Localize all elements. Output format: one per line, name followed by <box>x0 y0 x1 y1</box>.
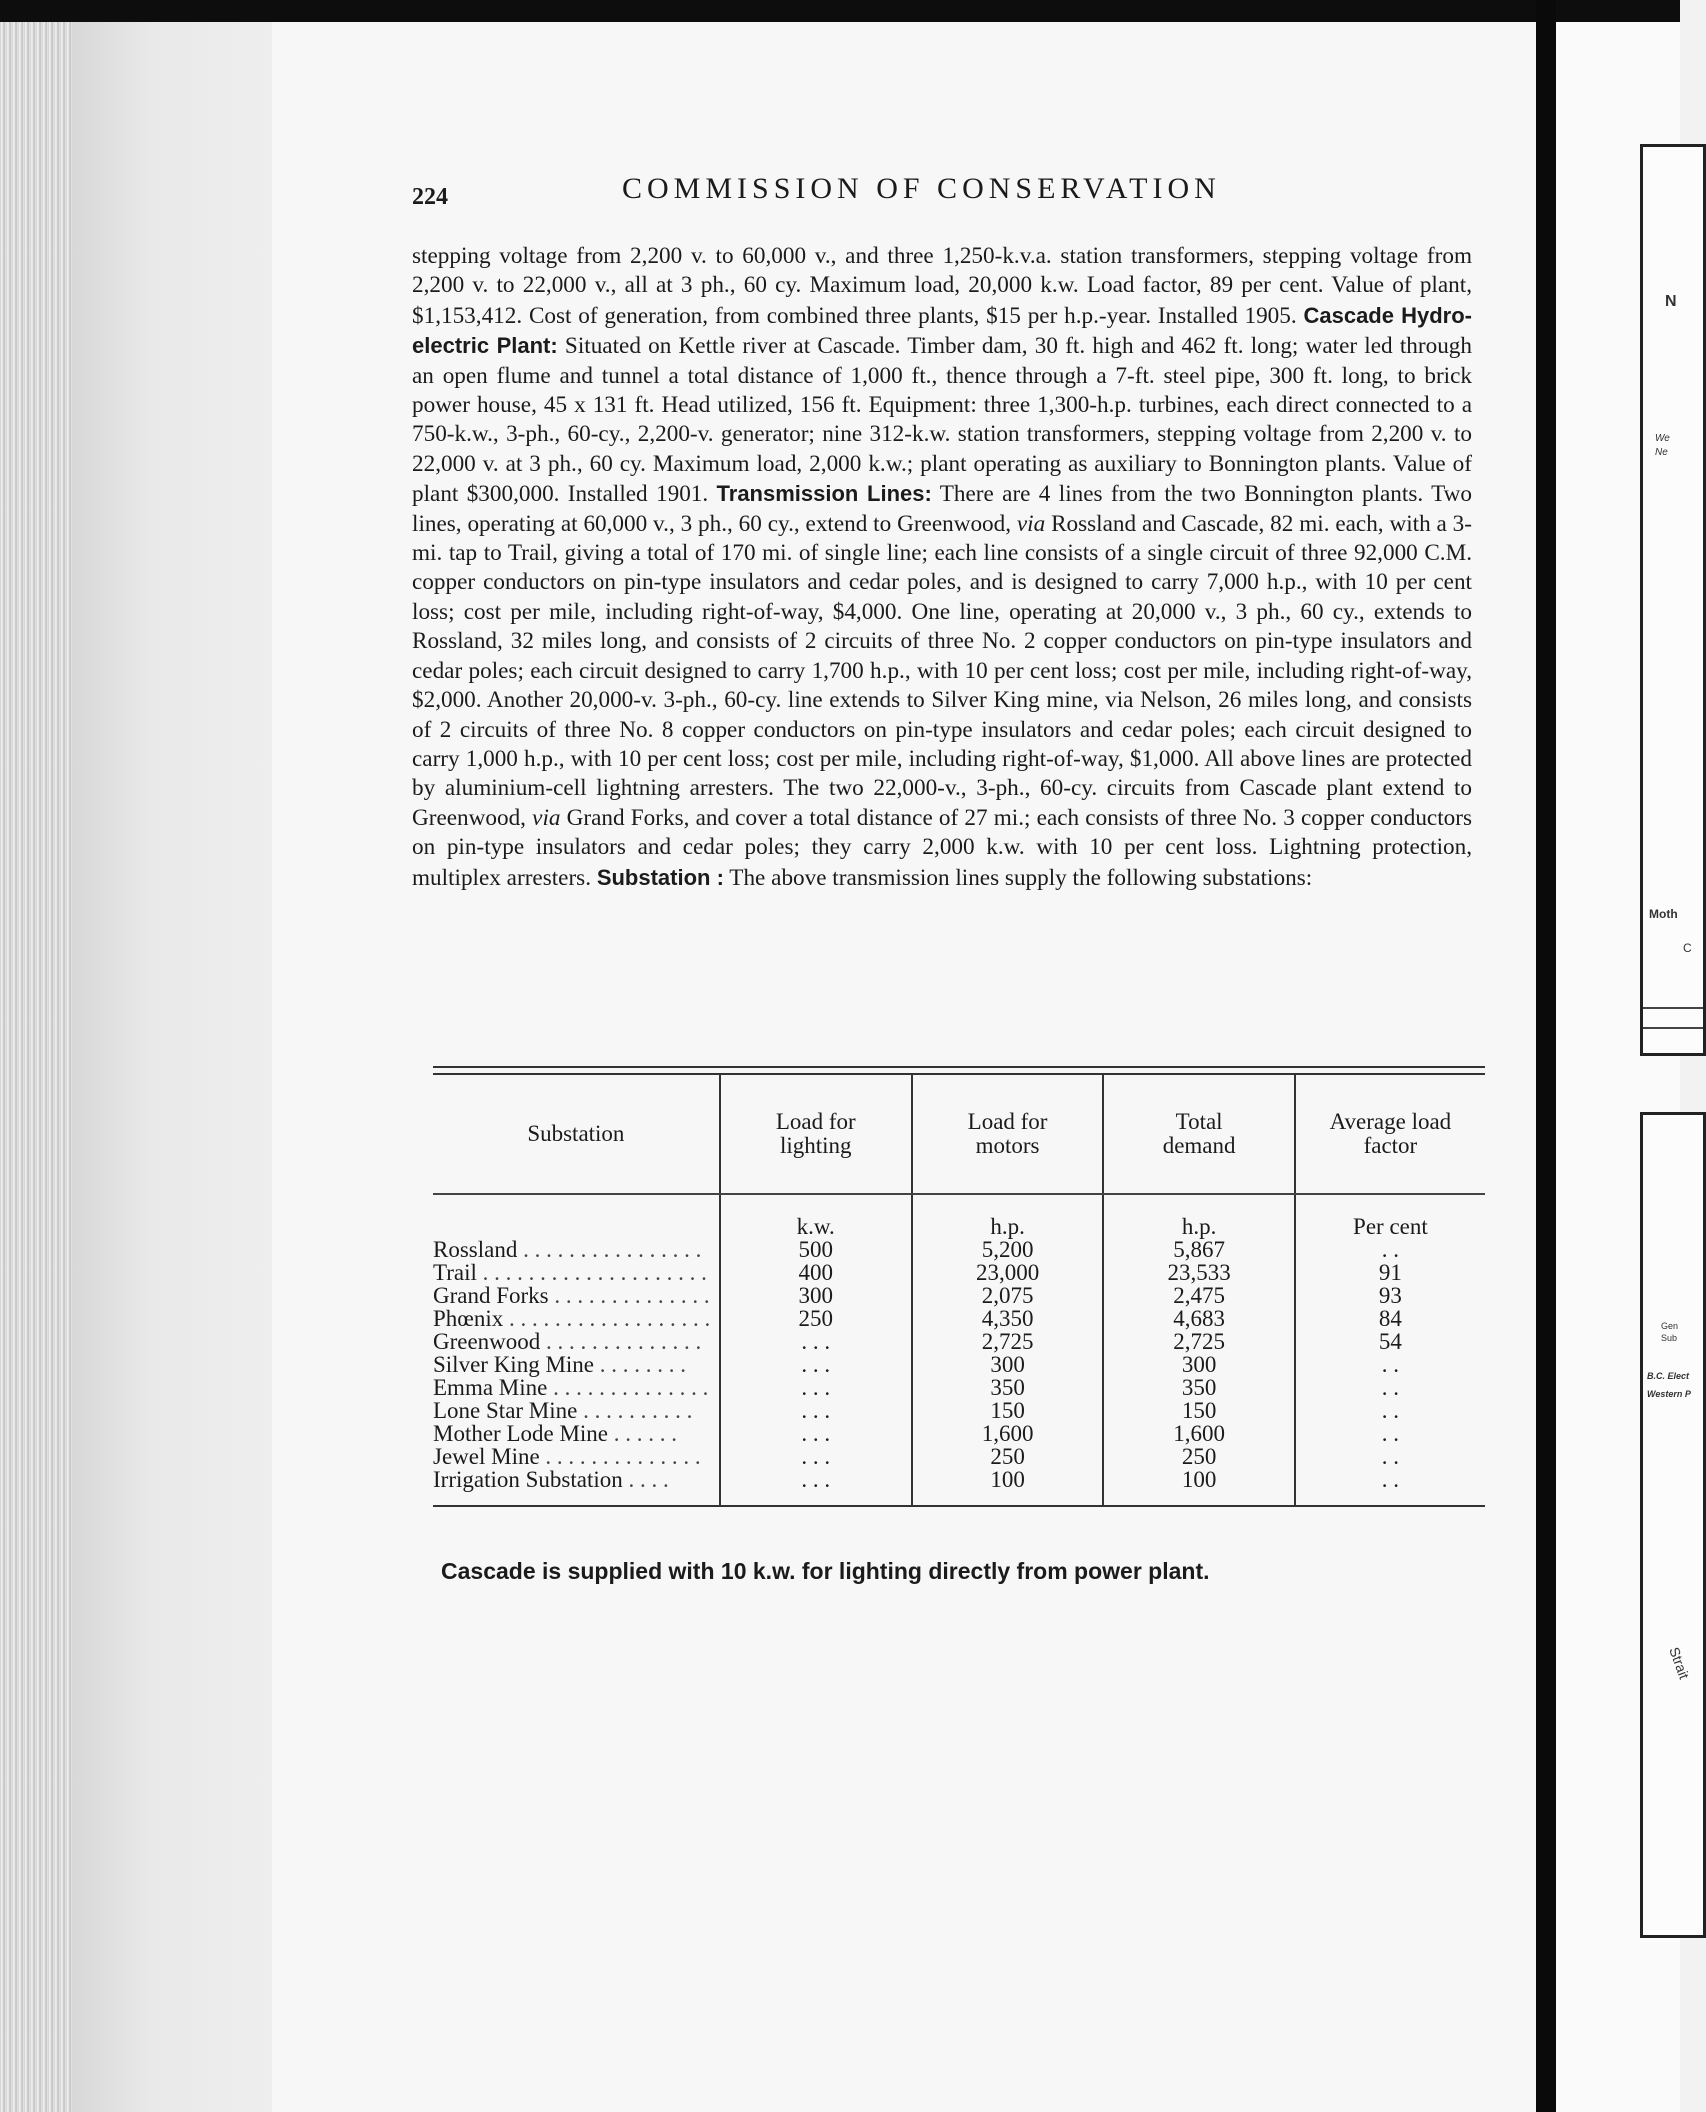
map-river-line <box>1643 1007 1703 1009</box>
row-factor: . . <box>1381 1375 1400 1400</box>
row-motors: 1,600 <box>912 1422 1104 1445</box>
row-factor: . . <box>1381 1352 1400 1377</box>
map-label: Western P <box>1647 1389 1691 1399</box>
row-substation-name: Lone Star Mine <box>433 1398 578 1423</box>
table-row: Phœnix . . . . . . . . . . . . . . . . . . 250 4,350 4,683 84 <box>433 1307 1485 1330</box>
map-label: We <box>1655 433 1670 444</box>
unit-lighting: k.w. <box>720 1194 912 1238</box>
row-substation-name: Rossland <box>433 1237 518 1262</box>
row-factor: . . <box>1381 1421 1400 1446</box>
map-frame-upper <box>1640 144 1706 1056</box>
column-header-motors: Load for motors <box>912 1075 1104 1193</box>
row-factor: 84 <box>1378 1306 1402 1331</box>
section-heading-cascade: Cascade Hydro-electric Plant: <box>412 302 1472 359</box>
map-label: N <box>1665 293 1677 310</box>
table-row: Greenwood . . . . . . . . . . . . . . . . . 2,725 2,725 54 <box>433 1330 1485 1353</box>
row-substation-name: Greenwood <box>433 1329 541 1354</box>
row-factor: . . <box>1381 1467 1400 1492</box>
table-row: Grand Forks . . . . . . . . . . . . . . 300 2,075 2,475 93 <box>433 1284 1485 1307</box>
row-motors: 250 <box>912 1445 1104 1468</box>
row-factor: . . <box>1381 1398 1400 1423</box>
column-header-substation: Substation <box>433 1075 720 1193</box>
table-bottom-rule <box>433 1505 1485 1507</box>
row-substation-name: Silver King Mine <box>433 1352 594 1377</box>
text-segment: Situated on Kettle river at Cascade. Timber dam, 30 ft. high and 462 ft. long; water led through an open flume and tunnel a total distance of 1,000 ft., thence through a 7-ft. steel pipe, 300 ft. long, to brick power house, 45 x 131 ft. Head utilized, 156 ft. Equipment: three 1,300-h.p. turbines, each direct connected to a 750-k.w., 3-ph., 60-cy., 2,200-v. generator; nine 312-k.w. station transformers, stepping voltage from 2,200 v. to 22,000 v. at 3 ph., 60 cy. Maximum load, 2,000 k.w.; plant operating as auxiliary to Bonnington plants. Value of plant $300,000. Installed 1901. <box>412 333 1472 508</box>
row-demand: 250 <box>1103 1445 1294 1468</box>
substation-table <box>433 1066 1485 1507</box>
row-motors: 100 <box>912 1468 1104 1491</box>
column-header-factor: Average load factor <box>1329 1109 1452 1158</box>
row-motors: 300 <box>912 1353 1104 1376</box>
row-lighting: 250 <box>720 1307 912 1330</box>
map-label: Ne <box>1655 447 1668 458</box>
row-demand: 2,475 <box>1103 1284 1294 1307</box>
row-lighting: . . . <box>720 1376 912 1399</box>
row-motors: 350 <box>912 1376 1104 1399</box>
unit-motors: h.p. <box>912 1194 1104 1238</box>
table-row: Mother Lode Mine . . . . . . . . . 1,600 1,600 . . <box>433 1422 1485 1445</box>
column-header-demand: Total demand <box>1103 1075 1294 1193</box>
row-lighting: 300 <box>720 1284 912 1307</box>
row-demand: 300 <box>1103 1353 1294 1376</box>
book-gutter <box>1536 0 1556 2112</box>
table-row: Trail . . . . . . . . . . . . . . . . . . . . 400 23,000 23,533 91 <box>433 1261 1485 1284</box>
book-page-edges <box>0 22 72 2112</box>
row-lighting: . . . <box>720 1468 912 1491</box>
book-page-margin-shadow <box>72 22 272 2112</box>
map-frame-lower <box>1640 1112 1706 1938</box>
row-lighting: . . . <box>720 1399 912 1422</box>
body-paragraph <box>412 242 1472 893</box>
row-factor: . . <box>1381 1237 1400 1262</box>
row-motors: 5,200 <box>912 1238 1104 1261</box>
row-demand: 2,725 <box>1103 1330 1294 1353</box>
row-factor: 93 <box>1378 1283 1402 1308</box>
units-row <box>433 1194 1485 1238</box>
text-segment: The above transmission lines supply the following substations: <box>723 864 1313 891</box>
row-factor: 54 <box>1378 1329 1402 1354</box>
row-factor: 91 <box>1378 1260 1402 1285</box>
page-title: COMMISSION OF CONSERVATION <box>622 172 1221 205</box>
column-header-lighting: Load for lighting <box>720 1075 912 1193</box>
table-end-spacer <box>433 1491 1485 1505</box>
italic-via: via <box>1016 510 1046 537</box>
row-substation-name: Jewel Mine <box>433 1444 540 1469</box>
section-heading-substation: Substation : <box>596 864 724 890</box>
table-footnote: Cascade is supplied with 10 k.w. for lighting directly from power plant. <box>441 1558 1210 1584</box>
table-top-rule <box>433 1066 1485 1075</box>
row-lighting: . . . <box>720 1353 912 1376</box>
table-row: Jewel Mine . . . . . . . . . . . . . . . . . 250 250 . . <box>433 1445 1485 1468</box>
map-label: C <box>1683 941 1692 955</box>
map-border-line <box>1643 1027 1703 1029</box>
text-segment: There are 4 lines from the two Bonnington plants. Two lines, operating at 60,000 v., 3 ph., 60 cy., extend to Greenwood, <box>412 481 1472 537</box>
row-demand: 150 <box>1103 1399 1294 1422</box>
row-motors: 23,000 <box>912 1261 1104 1284</box>
map-label: Gen <box>1661 1321 1679 1331</box>
row-demand: 1,600 <box>1103 1422 1294 1445</box>
row-demand: 100 <box>1103 1468 1294 1491</box>
row-motors: 2,075 <box>912 1284 1104 1307</box>
row-demand: 5,867 <box>1103 1238 1294 1261</box>
section-heading-transmission: Transmission Lines: <box>716 481 932 507</box>
substation-data-table <box>433 1075 1485 1505</box>
row-lighting: . . . <box>720 1330 912 1353</box>
row-motors: 150 <box>912 1399 1104 1422</box>
row-substation-name: Grand Forks <box>433 1283 549 1308</box>
table-row: Rossland . . . . . . . . . . . . . . . . 500 5,200 5,867 . . <box>433 1238 1485 1261</box>
italic-via: via <box>532 804 561 831</box>
row-lighting: . . . <box>720 1422 912 1445</box>
row-substation-name: Emma Mine <box>433 1375 548 1400</box>
text-segment: Rossland and Cascade, 82 mi. each, with a 3-mi. tap to Trail, giving a total of 170 mi. of single line; each line consists of a single circuit of three 92,000 C.M. copper conductors on pin-type insulators and cedar poles, and is designed to carry 7,000 h.p., with 10 per cent loss; cost per mile, including right-of-way, $4,000. One line, operating at 20,000 v., 3 ph., 60 cy., extends to Rossland, 32 miles long, and consists of 2 circuits of three No. 2 copper conductors on pin-type insulators and cedar poles; each circuit designed to carry 1,700 h.p., with 10 per cent loss; cost per mile, including right-of-way, $2,000. Another 20,000-v. 3-ph., 60-cy. line extends to Silver King mine, via Nelson, 26 miles long, and consists of 2 circuits of three No. 8 copper conductors on pin-type insulators and cedar poles; each circuit designed to carry 1,000 h.p., with 10 per cent loss; cost per mile, including right-of-way, $1,000. All above lines are protected by aluminium-cell lightning arresters. The two 22,000-v., 3-ph., 60-cy. circuits from Cascade plant extend to Greenwood, <box>412 510 1472 831</box>
running-head <box>412 172 1472 222</box>
row-lighting: 500 <box>720 1238 912 1261</box>
text-segment: Grand Forks, and cover a total distance of 27 mi.; each consists of three No. 3 copper conductors on pin-type insulators and cedar poles; they carry 2,000 k.w. with 10 per cent loss. Lightning protection, multiplex arresters. <box>412 804 1473 891</box>
row-motors: 4,350 <box>912 1307 1104 1330</box>
map-label: Sub <box>1661 1333 1678 1343</box>
unit-demand: h.p. <box>1103 1194 1294 1238</box>
row-lighting: 400 <box>720 1261 912 1284</box>
text-segment: stepping voltage from 2,200 v. to 60,000 v., and three 1,250-k.v.a. station transformers, stepping voltage from 2,200 v. to 22,000 v., all at 3 ph., 60 cy. Maximum load, 20,000 k.w. Load factor, 89 per cent. Value of plant, $1,153,412. Cost of generation, from combined three plants, $15 per h.p.-year. Installed 1905. <box>412 243 1472 329</box>
map-label: Strait <box>1666 1644 1693 1682</box>
table-row: Irrigation Substation . . . . . . . 100 100 . . <box>433 1468 1485 1491</box>
table-row: Lone Star Mine . . . . . . . . . . . . . 150 150 . . <box>433 1399 1485 1422</box>
row-demand: 350 <box>1103 1376 1294 1399</box>
row-demand: 4,683 <box>1103 1307 1294 1330</box>
table-row: Silver King Mine . . . . . . . . . . . 300 300 . . <box>433 1353 1485 1376</box>
map-label: Moth <box>1649 907 1678 921</box>
row-motors: 2,725 <box>912 1330 1104 1353</box>
table-row: Emma Mine . . . . . . . . . . . . . . . . . 350 350 . . <box>433 1376 1485 1399</box>
row-substation-name: Trail <box>433 1260 477 1285</box>
row-substation-name: Phœnix <box>433 1306 504 1331</box>
row-demand: 23,533 <box>1103 1261 1294 1284</box>
table-header-row <box>433 1075 1485 1193</box>
row-substation-name: Irrigation Substation <box>433 1467 623 1492</box>
row-factor: . . <box>1381 1444 1400 1469</box>
map-label: B.C. Elect <box>1647 1371 1690 1381</box>
facing-page-map <box>1556 22 1693 2112</box>
scan-top-border <box>0 0 1680 22</box>
unit-factor: Per cent <box>1353 1214 1428 1239</box>
page-number: 224 <box>412 184 448 210</box>
row-substation-name: Mother Lode Mine <box>433 1421 609 1446</box>
row-lighting: . . . <box>720 1445 912 1468</box>
